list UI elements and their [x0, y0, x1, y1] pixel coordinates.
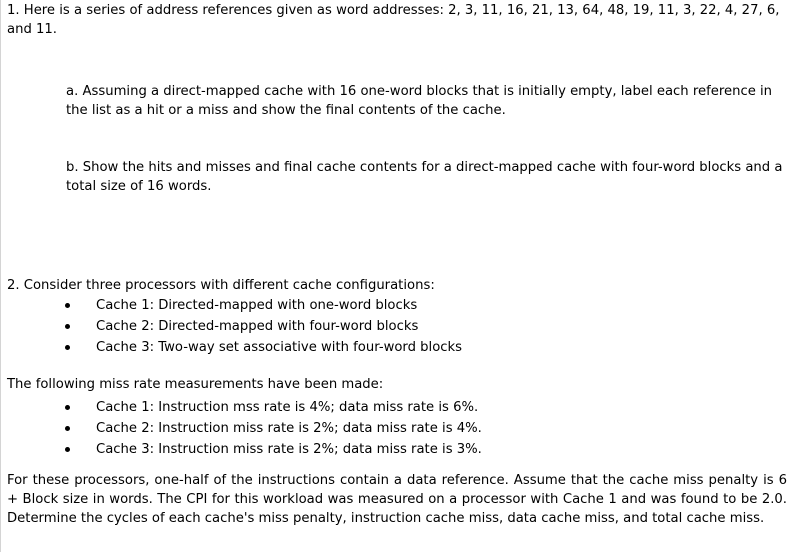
question-2-final-paragraph: For these processors, one-half of the instructions contain a data reference. Assume that the cache miss penalty is 6 + Block size in words. The CPI for this workload was measured on a processor with Cache 1 and was found to be 2.0. Determine the cycles of each cache's miss penalty, instruction cache miss, data cache miss, and total cache miss. [7, 473, 787, 526]
list-item-text: Cache 3: Instruction miss rate is 2%; data miss rate is 3%. [96, 442, 482, 457]
list-item [65, 439, 482, 460]
cache-config-list [65, 295, 462, 358]
list-item-text: Cache 1: Directed-mapped with one-word blocks [96, 298, 418, 313]
list-item-text: Cache 3: Two-way set associative with four-word blocks [96, 340, 463, 355]
bullet-icon [65, 447, 70, 452]
question-1-intro: 1. Here is a series of address references given as word addresses: 2, 3, 11, 16, 21, 13, 64, 48, 19, 11, 3, 22, 4, 27, 6, and 11. [7, 3, 780, 37]
question-2-intro: 2. Consider three processors with different cache configurations: [7, 278, 435, 293]
list-item [65, 418, 482, 439]
bullet-icon [65, 405, 70, 410]
list-item [65, 397, 482, 418]
bullet-icon [65, 345, 70, 350]
list-item [65, 316, 462, 337]
list-item [65, 337, 462, 358]
bullet-icon [65, 426, 70, 431]
miss-rate-intro: The following miss rate measurements have been made: [7, 377, 384, 392]
bullet-icon [65, 303, 70, 308]
question-1-part-b: b. Show the hits and misses and final cache contents for a direct-mapped cache with four-word blocks and a total size of 16 words. [66, 160, 783, 194]
question-1-part-a: a. Assuming a direct-mapped cache with 16 one-word blocks that is initially empty, label each reference in the list as a hit or a miss and show the final contents of the cache. [66, 84, 773, 118]
list-item [65, 295, 462, 316]
list-item-text: Cache 1: Instruction mss rate is 4%; data miss rate is 6%. [96, 400, 479, 415]
bullet-icon [65, 324, 70, 329]
list-item-text: Cache 2: Instruction miss rate is 2%; data miss rate is 4%. [96, 421, 482, 436]
list-item-text: Cache 2: Directed-mapped with four-word blocks [96, 319, 419, 334]
miss-rate-list [65, 397, 482, 460]
